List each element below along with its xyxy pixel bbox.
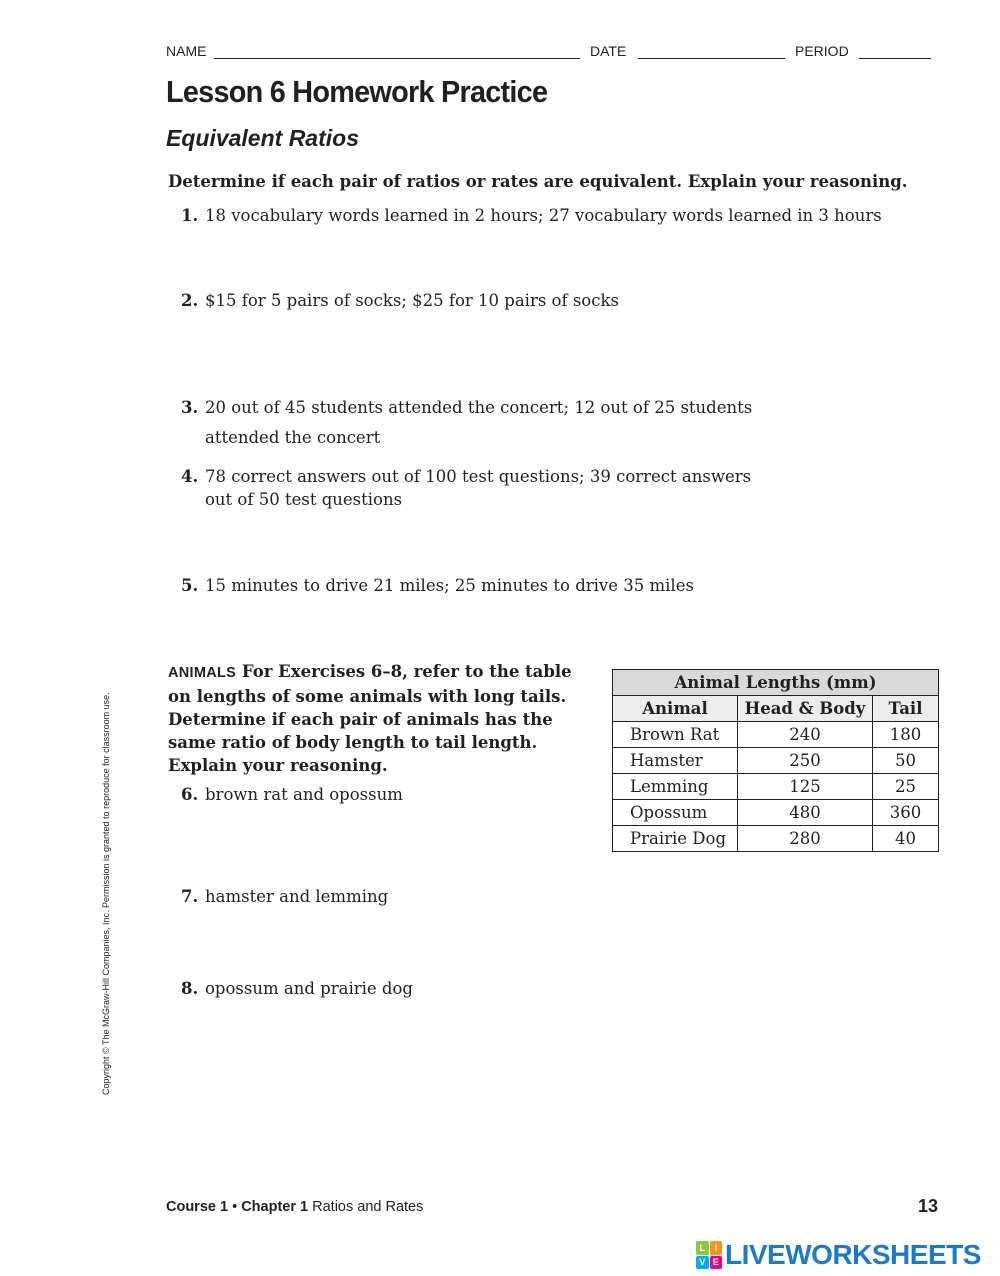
instructions: Determine if each pair of ratios or rates are equivalent. Explain your reasoning. [168, 172, 908, 191]
table-cell-animal: Hamster [613, 748, 738, 774]
exercise-text-line1: 78 correct answers out of 100 test questions; 39 correct answers [205, 467, 752, 486]
exercise-text: hamster and lemming [205, 887, 389, 906]
exercise-text-line1: 20 out of 45 students attended the concert; 12 out of 25 students [205, 398, 753, 417]
page-subtitle: Equivalent Ratios [166, 125, 359, 151]
animals-text: For Exercises 6–8, refer to the table on lengths of some animals with long tails. Determine if each pair of animals has the same ratio of body length to tail length. Explain your reasoning. [168, 662, 572, 775]
table-title: Animal Lengths (mm) [613, 670, 939, 696]
name-label: NAME [166, 43, 207, 59]
liveworksheets-text: LIVEWORKSHEETS [725, 1239, 981, 1270]
footer-course: Course 1 [166, 1199, 229, 1215]
side-copyright: Copyright © The McGraw-Hill Companies, Inc. Permission is granted to reproduce for classroom use. [101, 692, 111, 1095]
table-cell-animal: Prairie Dog [613, 826, 738, 852]
exercise-number: 1. [181, 206, 199, 225]
footer-chapter: Chapter 1 [241, 1199, 309, 1215]
table-cell-animal: Brown Rat [613, 722, 738, 748]
table-cell-head-body: 240 [738, 722, 873, 748]
exercise-6 [181, 783, 403, 806]
exercise-number: 8. [181, 979, 199, 998]
footer-course-info [166, 1199, 423, 1215]
period-blank[interactable] [859, 58, 931, 59]
exercise-text-line2: out of 50 test questions [205, 490, 403, 509]
table-row [613, 722, 939, 748]
liveworksheets-watermark [696, 1237, 981, 1273]
table-cell-head-body: 125 [738, 774, 873, 800]
exercise-number: 6. [181, 785, 199, 804]
exercise-number: 7. [181, 887, 199, 906]
table-cell-head-body: 250 [738, 748, 873, 774]
table-cell-tail: 360 [873, 800, 939, 826]
exercise-5 [181, 574, 694, 597]
exercise-text [205, 396, 752, 449]
table-header-tail: Tail [873, 696, 939, 722]
exercise-number: 2. [181, 291, 199, 310]
page-number: 13 [917, 1196, 938, 1216]
exercise-2 [181, 289, 619, 312]
table-cell-head-body: 480 [738, 800, 873, 826]
animal-lengths-table [612, 669, 939, 852]
exercise-text-line2: attended the concert [205, 428, 381, 447]
exercise-text: brown rat and opossum [205, 785, 403, 804]
table-cell-animal: Opossum [613, 800, 738, 826]
page-title: Lesson 6 Homework Practice [166, 74, 548, 109]
exercise-text: $15 for 5 pairs of socks; $25 for 10 pairs of socks [205, 291, 619, 310]
table-row [613, 800, 939, 826]
table-header-animal: Animal [613, 696, 738, 722]
exercise-number: 3. [181, 398, 199, 417]
exercise-3 [181, 396, 752, 449]
exercise-text [205, 465, 751, 511]
exercise-4 [181, 465, 751, 511]
exercise-1 [181, 204, 882, 227]
table-row [613, 774, 939, 800]
exercise-8 [181, 977, 413, 1000]
exercise-text: opossum and prairie dog [205, 979, 413, 998]
date-label: DATE [590, 43, 627, 59]
exercise-number: 5. [181, 576, 199, 595]
table-cell-animal: Lemming [613, 774, 738, 800]
period-label: PERIOD [795, 43, 849, 59]
exercise-number: 4. [181, 467, 199, 486]
exercise-text: 18 vocabulary words learned in 2 hours; 27 vocabulary words learned in 3 hours [205, 206, 882, 225]
exercise-text: 15 minutes to drive 21 miles; 25 minutes to drive 35 miles [205, 576, 694, 595]
name-blank[interactable] [214, 58, 580, 59]
table-cell-tail: 180 [873, 722, 939, 748]
table-cell-tail: 40 [873, 826, 939, 852]
table-cell-tail: 25 [873, 774, 939, 800]
table-header-head-body: Head & Body [738, 696, 873, 722]
footer-bullet: • [232, 1199, 238, 1215]
table-cell-head-body: 280 [738, 826, 873, 852]
table-row [613, 748, 939, 774]
table-row [613, 826, 939, 852]
exercise-7 [181, 885, 388, 908]
liveworksheets-logo-icon: L I V E [696, 1241, 722, 1269]
table-cell-tail: 50 [873, 748, 939, 774]
footer-topic: Ratios and Rates [312, 1199, 424, 1215]
date-blank[interactable] [638, 58, 785, 59]
animals-instructions [168, 660, 588, 777]
animals-tag: ANIMALS [168, 665, 237, 681]
